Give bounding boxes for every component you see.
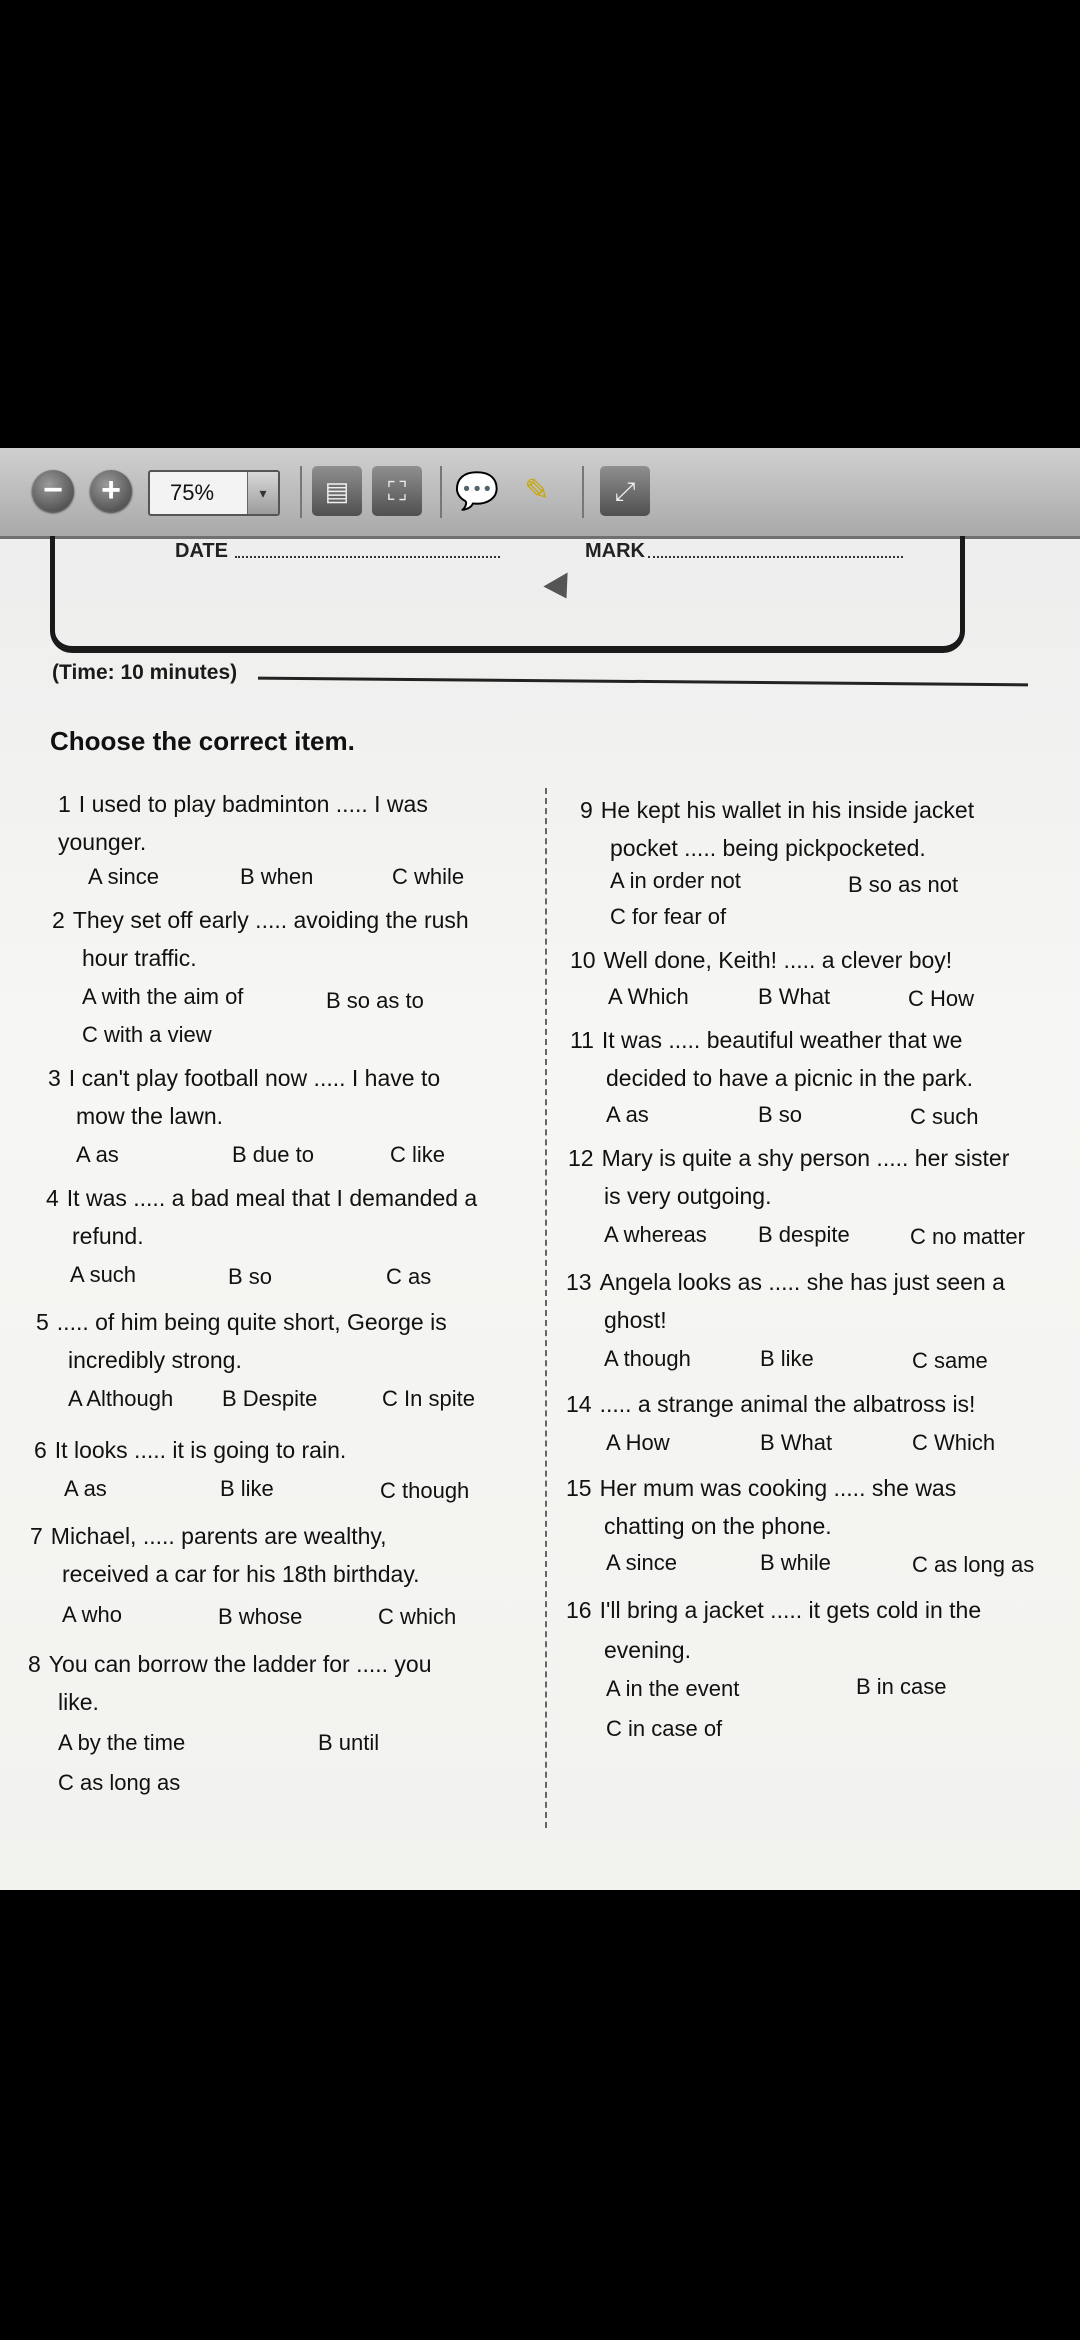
question-number: 8 — [28, 1651, 41, 1677]
option-a[interactable]: A How — [606, 1430, 670, 1455]
question-number: 5 — [36, 1309, 49, 1335]
page-fit-icon[interactable]: ▤ — [312, 466, 362, 516]
toolbar-divider — [300, 466, 302, 518]
option-b[interactable]: B so as to — [326, 988, 424, 1013]
option-b[interactable]: B What — [760, 1430, 833, 1455]
question-number: 9 — [580, 797, 593, 823]
toolbar-divider — [582, 466, 584, 518]
option-a[interactable]: A who — [62, 1602, 122, 1627]
option-b[interactable]: B so — [228, 1264, 273, 1289]
option-b[interactable]: B like — [220, 1476, 274, 1501]
option-c[interactable]: C as long as — [912, 1552, 1035, 1577]
name-field-line — [258, 677, 1028, 687]
chevron-down-icon[interactable]: ▾ — [247, 472, 278, 514]
option-b[interactable]: B until — [318, 1730, 380, 1755]
pdf-toolbar — [0, 448, 1080, 539]
question-text: I can't play football now ..... I have to — [68, 1065, 441, 1091]
time-label: (Time: 10 minutes) — [52, 661, 238, 684]
option-c[interactable]: C with a view — [82, 1022, 212, 1047]
question-text-continued: evening. — [604, 1637, 691, 1663]
question-number: 6 — [34, 1437, 47, 1463]
question-text: It was ..... a bad meal that I demanded a — [66, 1185, 478, 1211]
date-field-line — [235, 556, 500, 558]
question-text-continued: younger. — [58, 829, 147, 855]
option-b[interactable]: B so as not — [848, 872, 959, 897]
option-b[interactable]: B Despite — [222, 1386, 318, 1411]
question-number: 13 — [566, 1269, 592, 1295]
question-number: 1 — [58, 791, 71, 817]
question-number: 15 — [566, 1475, 592, 1501]
option-a[interactable]: A such — [70, 1262, 137, 1287]
option-a[interactable]: A since — [606, 1550, 677, 1575]
zoom-in-button[interactable]: + — [90, 470, 132, 512]
column-divider — [545, 788, 547, 1828]
option-b[interactable]: B so — [758, 1102, 803, 1127]
option-c[interactable]: C which — [378, 1604, 457, 1629]
question-text: They set off early ..... avoiding the rush — [72, 907, 469, 933]
question-number: 14 — [566, 1391, 592, 1417]
question-text-continued: is very outgoing. — [604, 1183, 772, 1209]
option-a[interactable]: A with the aim of — [82, 984, 244, 1009]
question-number: 2 — [52, 907, 65, 933]
comment-icon[interactable]: 💬 — [454, 470, 500, 511]
mark-label: MARK — [585, 540, 645, 562]
option-a[interactable]: A as — [64, 1476, 107, 1501]
question-text: Well done, Keith! ..... a clever boy! — [603, 947, 953, 973]
zoom-select[interactable] — [148, 470, 280, 516]
option-b[interactable]: B due to — [232, 1142, 314, 1167]
question-text-continued: decided to have a picnic in the park. — [606, 1065, 973, 1091]
option-c[interactable]: C as — [386, 1264, 432, 1289]
question-number: 10 — [570, 947, 596, 973]
option-a[interactable]: A as — [606, 1102, 649, 1127]
question-text-continued: chatting on the phone. — [604, 1513, 832, 1539]
option-c[interactable]: C while — [392, 864, 465, 889]
question-text: Angela looks as ..... she has just seen a — [599, 1269, 1005, 1295]
question-number: 3 — [48, 1065, 61, 1091]
option-c[interactable]: C Which — [912, 1430, 996, 1455]
question-number: 4 — [46, 1185, 59, 1211]
question-number: 7 — [30, 1523, 43, 1549]
option-b[interactable]: B whose — [218, 1604, 303, 1629]
option-a[interactable]: A in the event — [606, 1676, 740, 1701]
option-c[interactable]: C for fear of — [610, 904, 727, 929]
question-text: You can borrow the ladder for ..... you — [48, 1651, 432, 1677]
option-a[interactable]: A since — [88, 864, 159, 889]
option-b[interactable]: B like — [760, 1346, 814, 1371]
option-b[interactable]: B in case — [856, 1674, 947, 1699]
question-text: ..... of him being quite short, George is — [56, 1309, 447, 1335]
question-text: I'll bring a jacket ..... it gets cold in the — [599, 1597, 982, 1623]
question-number: 16 — [566, 1597, 592, 1623]
question-text: I used to play badminton ..... I was — [78, 791, 428, 817]
question-text-continued: ghost! — [604, 1307, 667, 1333]
instruction-heading: Choose the correct item. — [50, 726, 355, 756]
option-c[interactable]: C In spite — [382, 1386, 475, 1411]
option-c[interactable]: C same — [912, 1348, 988, 1373]
question-text: Michael, ..... parents are wealthy, — [50, 1523, 387, 1549]
question-text-continued: mow the lawn. — [76, 1103, 224, 1129]
option-c[interactable]: C in case of — [606, 1716, 723, 1741]
question-text-continued: received a car for his 18th birthday. — [62, 1561, 420, 1587]
option-a[interactable]: A as — [76, 1142, 119, 1167]
question-text-continued: incredibly strong. — [68, 1347, 242, 1373]
photographed-screen — [0, 448, 1080, 1890]
zoom-out-button[interactable]: − — [32, 470, 74, 512]
option-b[interactable]: B when — [240, 864, 314, 889]
option-a[interactable]: A in order not — [610, 868, 741, 893]
option-c[interactable]: C no matter — [910, 1224, 1025, 1249]
option-b[interactable]: B What — [758, 984, 831, 1009]
date-label: DATE — [175, 540, 228, 562]
expand-icon[interactable]: ⤢ — [600, 466, 650, 516]
option-a[interactable]: A Which — [608, 984, 689, 1009]
question-text-continued: pocket ..... being pickpocketed. — [610, 835, 926, 861]
option-a[interactable]: A by the time — [58, 1730, 186, 1755]
option-b[interactable]: B while — [760, 1550, 831, 1575]
option-c[interactable]: C such — [910, 1104, 979, 1129]
question-text: Mary is quite a shy person ..... her sister — [601, 1145, 1010, 1171]
question-text: It looks ..... it is going to rain. — [54, 1437, 347, 1463]
mark-field-line — [648, 556, 903, 558]
question-number: 11 — [570, 1027, 594, 1053]
toolbar-divider — [440, 466, 442, 518]
text-markup-icon[interactable]: ✎ — [524, 474, 550, 507]
option-a[interactable]: A Although — [68, 1386, 174, 1411]
option-c[interactable]: C though — [380, 1478, 470, 1503]
option-c[interactable]: C as long as — [58, 1770, 181, 1795]
question-number: 12 — [568, 1145, 594, 1171]
question-text: It was ..... beautiful weather that we — [601, 1027, 963, 1053]
question-text: He kept his wallet in his inside jacket — [600, 797, 975, 823]
question-text-continued: hour traffic. — [82, 945, 197, 971]
question-text: ..... a strange animal the albatross is! — [599, 1391, 976, 1417]
option-a[interactable]: A though — [604, 1346, 691, 1371]
option-c[interactable]: C like — [390, 1142, 446, 1167]
option-c[interactable]: C How — [908, 986, 975, 1011]
question-text: Her mum was cooking ..... she was — [599, 1475, 957, 1501]
question-text-continued: refund. — [72, 1223, 144, 1249]
fullscreen-icon[interactable]: ⛶ — [372, 466, 422, 516]
question-text-continued: like. — [58, 1689, 99, 1715]
zoom-value: 75% — [170, 480, 215, 505]
option-a[interactable]: A whereas — [604, 1222, 707, 1247]
option-b[interactable]: B despite — [758, 1222, 850, 1247]
